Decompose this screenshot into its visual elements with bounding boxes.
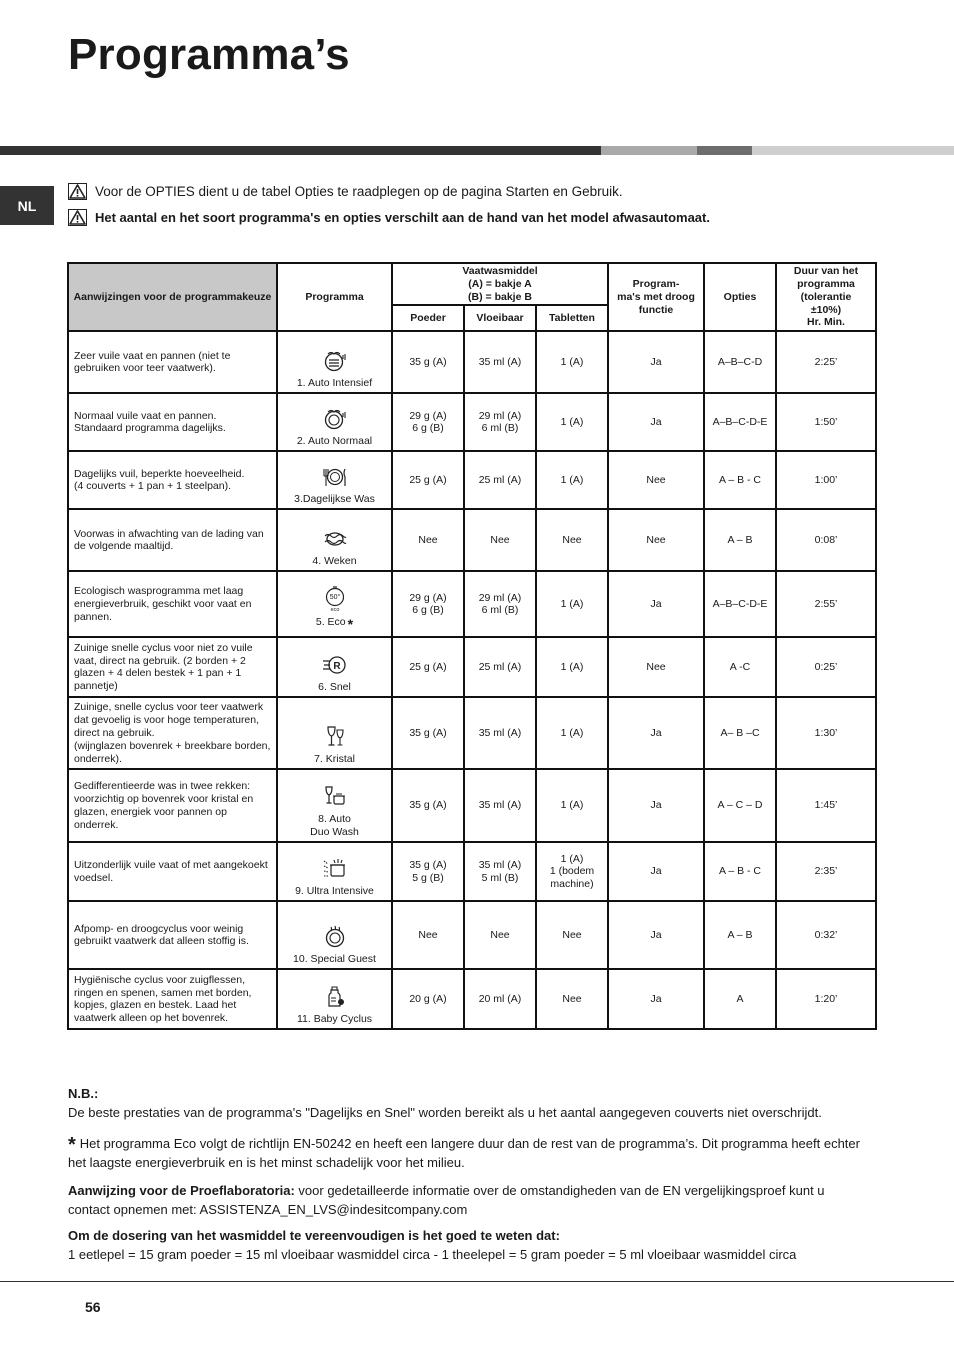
row-drying: Ja [608,901,704,969]
table-row [68,969,876,1029]
row-description: Ecologisch wasprogramma met laag energieverbruik, geschikt voor vaat en pannen. [68,571,277,637]
auto-intensive-icon [322,349,348,373]
row-tablets: 1 (A) [536,571,608,637]
row-tablets: Nee [536,509,608,571]
row-powder: 25 g (A) [392,637,464,697]
row-program-name: 10. Special Guest [293,952,376,965]
ultra-intensive-icon [322,857,348,881]
row-program-name: 1. Auto Intensief [296,376,373,389]
row-options: A [704,969,776,1029]
row-drying: Ja [608,393,704,451]
header-detergent: Vaatwasmiddel (A) = bakje A (B) = bakje B [392,263,608,305]
row-drying: Nee [608,509,704,571]
row-tablets: 1 (A) [536,769,608,842]
row-powder: 35 g (A) [392,769,464,842]
row-powder: 35 g (A) [392,697,464,769]
row-duration: 0:25’ [776,637,876,697]
nb-title: N.B.: [68,1086,99,1101]
row-tablets: 1 (A) [536,331,608,393]
row-liquid: 29 ml (A) 6 ml (B) [464,393,536,451]
row-options: A -C [704,637,776,697]
nb-text: De beste prestaties van de programma's "Dagelijks en Snel" worden bereikt als u het aantal aangegeven couverts niet overschrijdt. [68,1104,822,1120]
row-description: Normaal vuile vaat en pannen. Standaard programma dagelijks. [68,393,277,451]
row-liquid: 35 ml (A) [464,769,536,842]
rapid-icon [322,653,348,677]
row-tablets: 1 (A) [536,637,608,697]
row-options: A – C – D [704,769,776,842]
row-liquid: 35 ml (A) 5 ml (B) [464,842,536,901]
row-options: A–B–C-D [704,331,776,393]
table-row [68,637,876,697]
daily-wash-icon [322,465,348,489]
dosage-note [68,1227,868,1265]
table-row [68,451,876,509]
row-program [277,393,392,451]
row-liquid: 35 ml (A) [464,697,536,769]
options-notice-text: Voor de OPTIES dient u de tabel Opties te raadplegen op de pagina Starten en Gebruik. [95,184,623,199]
eco-note-asterisk: * [68,1134,76,1156]
row-liquid: 20 ml (A) [464,969,536,1029]
rapid-letter: R [332,660,341,672]
crystal-icon [322,725,348,749]
row-powder: 20 g (A) [392,969,464,1029]
table-row [68,509,876,571]
row-duration: 2:25’ [776,331,876,393]
table-row [68,697,876,769]
row-drying: Nee [608,451,704,509]
row-program-name: 8. Auto Duo Wash [310,812,359,838]
warning-icon [68,209,87,226]
header-hints: Aanwijzingen voor de programmakeuze [68,263,277,331]
header-powder: Poeder [392,305,464,331]
page-number: 56 [85,1299,101,1315]
duo-wash-icon [322,785,348,809]
auto-normal-icon [322,407,348,431]
dosage-title: Om de dosering van het wasmiddel te vereenvoudigen is het goed te weten dat: [68,1228,560,1243]
row-liquid: Nee [464,509,536,571]
header-stripe-light [601,146,697,155]
row-drying: Ja [608,769,704,842]
warning-icon [68,183,87,200]
row-duration: 1:30’ [776,697,876,769]
row-drying: Nee [608,637,704,697]
row-program [277,969,392,1029]
row-options: A – B [704,901,776,969]
row-powder: Nee [392,901,464,969]
row-program [277,331,392,393]
row-program [277,571,392,637]
row-duration: 1:00’ [776,451,876,509]
row-tablets: 1 (A) 1 (bodem machine) [536,842,608,901]
row-options: A–B–C-D-E [704,571,776,637]
header-liquid: Vloeibaar [464,305,536,331]
eco-word: eco [330,607,339,613]
header-duration: Duur van het programma (tolerantie ±10%) Hr. Min. [776,263,876,331]
row-options: A – B - C [704,842,776,901]
row-program-name: 2. Auto Normaal [296,434,373,447]
table-row [68,331,876,393]
row-liquid: 35 ml (A) [464,331,536,393]
row-liquid: Nee [464,901,536,969]
row-drying: Ja [608,331,704,393]
soak-icon [322,527,348,551]
table-row [68,769,876,842]
eco-note [68,1135,868,1173]
row-description: Zuinige snelle cyclus voor niet zo vuile vaat, direct na gebruik. (2 borden + 2 glazen + 4 delen bestek + 1 pan + 1 pannetje) [68,637,277,697]
special-guest-icon [322,925,348,949]
eco-degrees: 50° [329,594,340,602]
header-stripe-pale [752,146,954,155]
header-stripe-mid [697,146,752,155]
row-liquid: 25 ml (A) [464,451,536,509]
lab-note-text: voor gedetailleerde informatie over de omstandigheden van de EN vergelijkingsproef kunt u contact opnemen met: ASSISTENZA_EN_LVS@indesitcompany.com [68,1183,825,1217]
row-duration: 1:50’ [776,393,876,451]
row-tablets: Nee [536,969,608,1029]
header-options: Opties [704,263,776,331]
row-drying: Ja [608,697,704,769]
dosage-text: 1 eetlepel = 15 gram poeder = 15 ml vloeibaar wasmiddel circa - 1 theelepel = 5 gram poeder = 5 ml vloeibaar wasmiddel circa [68,1246,797,1262]
model-notice-text: Het aantal en het soort programma's en opties verschilt aan de hand van het model afwasautomaat. [95,210,710,225]
row-options: A – B - C [704,451,776,509]
row-duration: 0:32’ [776,901,876,969]
row-duration: 0:08’ [776,509,876,571]
row-tablets: 1 (A) [536,451,608,509]
row-description: Dagelijks vuil, beperkte hoeveelheid. (4 couverts + 1 pan + 1 steelpan). [68,451,277,509]
row-program-name: 9. Ultra Intensive [295,884,374,897]
row-program [277,637,392,697]
row-drying: Ja [608,571,704,637]
row-description: Zuinige, snelle cyclus voor teer vaatwerk dat gevoelig is voor hoge temperaturen, direct na gebruik. (wijnglazen bovenrek + breekbare borden, onderrek). [68,697,277,769]
row-powder: 35 g (A) 5 g (B) [392,842,464,901]
row-program [277,697,392,769]
table-row [68,842,876,901]
row-options: A– B –C [704,697,776,769]
row-options: A – B [704,509,776,571]
row-description: Voorwas in afwachting van de lading van de volgende maaltijd. [68,509,277,571]
footer-rule [0,1281,954,1282]
row-powder: 25 g (A) [392,451,464,509]
row-program-name: 4. Weken [312,554,357,567]
row-powder: 29 g (A) 6 g (B) [392,571,464,637]
nb-note [68,1085,868,1123]
row-duration: 1:20’ [776,969,876,1029]
row-program-name: 6. Snel [318,680,351,693]
header-drying: Program- ma's met droog functie [608,263,704,331]
row-liquid: 29 ml (A) 6 ml (B) [464,571,536,637]
table-row [68,393,876,451]
row-program [277,842,392,901]
row-description: Uitzonderlijk vuile vaat of met aangekoekt voedsel. [68,842,277,901]
eco-note-text: Het programma Eco volgt de richtlijn EN-50242 en heeft een langere duur dan de rest van de programma’s. Dit programma heeft echter het laagste energieverbruik en is het minst schadelijk voor het milieu. [68,1136,860,1170]
row-duration: 1:45’ [776,769,876,842]
eco-icon [322,586,348,612]
lab-note-label: Aanwijzing voor de Proeflaboratoria: [68,1183,295,1198]
header-program: Programma [277,263,392,331]
options-notice [68,183,623,200]
row-program [277,769,392,842]
baby-cycle-icon [322,985,348,1009]
row-powder: Nee [392,509,464,571]
row-tablets: 1 (A) [536,393,608,451]
row-powder: 35 g (A) [392,331,464,393]
row-program [277,451,392,509]
row-program-name: 3.Dagelijkse Was [294,492,375,505]
row-program-name: 5. Eco * [315,616,354,633]
row-description: Hygiënische cyclus voor zuigflessen, ringen en spenen, samen met borden, kopjes, glazen en bestek. Laad het vaatwerk alleen op het bovenrek. [68,969,277,1029]
row-description: Zeer vuile vaat en pannen (niet te gebruiken voor teer vaatwerk). [68,331,277,393]
header-stripe-dark [0,146,601,155]
row-program-name: 7. Kristal [314,752,355,765]
language-tab: NL [0,186,54,225]
row-program [277,509,392,571]
row-program-name: 11. Baby Cyclus [296,1012,373,1025]
table-row [68,901,876,969]
row-tablets: 1 (A) [536,697,608,769]
row-description: Afpomp- en droogcyclus voor weinig gebruikt vaatwerk dat alleen stoffig is. [68,901,277,969]
table-row [68,571,876,637]
row-duration: 2:55’ [776,571,876,637]
row-drying: Ja [608,969,704,1029]
row-description: Gedifferentieerde was in twee rekken: voorzichtig op bovenrek voor kristal en glazen, energiek voor pannen op onderrek. [68,769,277,842]
page-title: Programma’s [68,30,350,79]
row-drying: Ja [608,842,704,901]
row-powder: 29 g (A) 6 g (B) [392,393,464,451]
program-table [67,262,877,1030]
header-tablets: Tabletten [536,305,608,331]
row-duration: 2:35’ [776,842,876,901]
row-liquid: 25 ml (A) [464,637,536,697]
row-options: A–B–C-D-E [704,393,776,451]
row-tablets: Nee [536,901,608,969]
model-notice [68,209,710,226]
lab-note [68,1182,868,1220]
row-program [277,901,392,969]
eco-asterisk: * [347,616,354,633]
